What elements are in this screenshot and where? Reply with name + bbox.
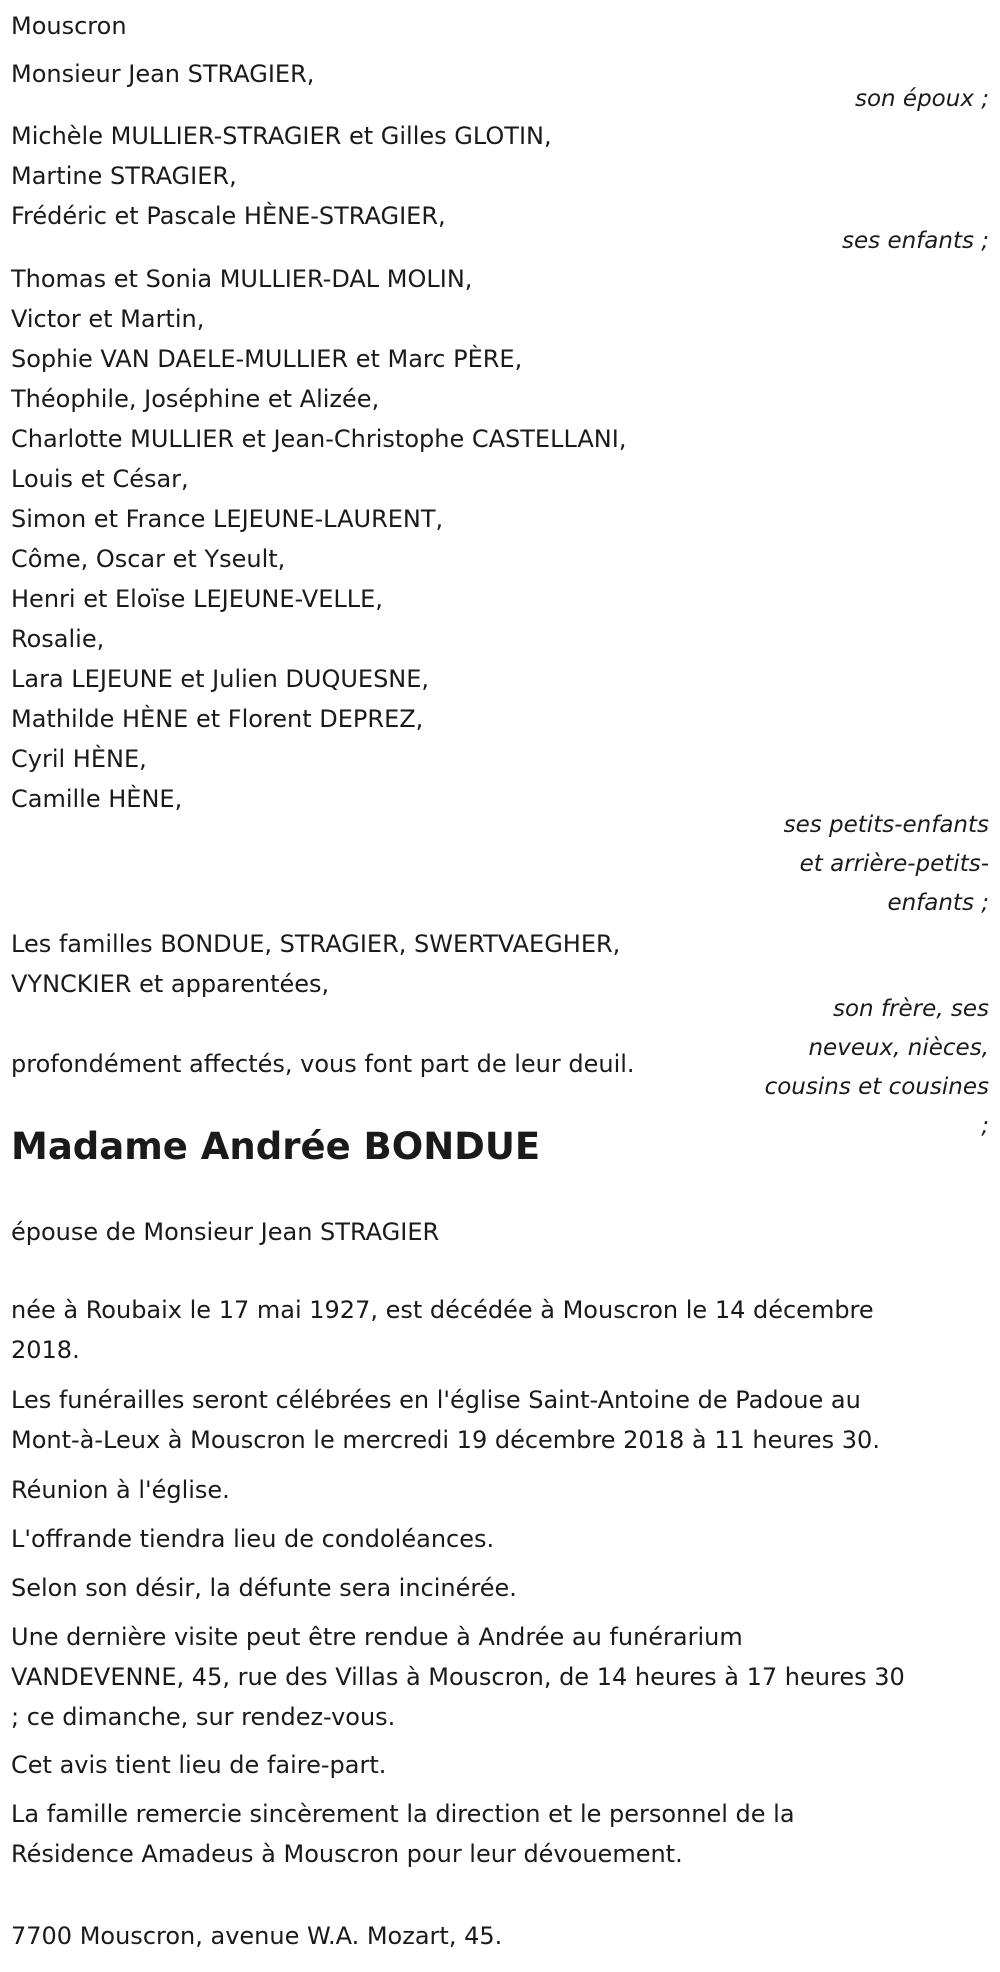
spouse-name: Monsieur Jean STRAGIER, <box>11 60 315 88</box>
paragraph-wish <box>11 1568 971 1608</box>
paragraph-line: Cet avis tient lieu de faire-part. <box>11 1751 387 1779</box>
relation-line: enfants ; <box>887 890 989 916</box>
paragraph-line: Les funérailles seront célébrées en l'église Saint-Antoine de Padoue au <box>11 1386 861 1414</box>
relation-line: son époux ; <box>854 86 989 112</box>
grandchild-name: Théophile, Joséphine et Alizée, <box>11 385 380 413</box>
grandchild-name: Victor et Martin, <box>11 305 205 333</box>
grandchild-name: Henri et Eloïse LEJEUNE-VELLE, <box>11 585 383 613</box>
grandchild-name: Charlotte MULLIER et Jean-Christophe CASTELLANI, <box>11 425 627 453</box>
relation-line: et arrière-petits- <box>799 851 989 877</box>
relation-line: cousins et cousines <box>764 1074 989 1100</box>
relation-line: ; <box>981 1113 989 1139</box>
paragraph-line: Selon son désir, la défunte sera incinérée. <box>11 1574 517 1602</box>
families-relation <box>729 990 989 1146</box>
announcement-text: profondément affectés, vous font part de leur deuil. <box>11 1050 635 1078</box>
families-line: Les familles BONDUE, STRAGIER, SWERTVAEGHER, <box>11 930 621 958</box>
paragraph-line: ; ce dimanche, sur rendez-vous. <box>11 1703 396 1731</box>
paragraph-line: Mont-à-Leux à Mouscron le mercredi 19 décembre 2018 à 11 heures 30. <box>11 1426 880 1454</box>
child-name: Michèle MULLIER-STRAGIER et Gilles GLOTIN, <box>11 122 552 150</box>
relation-line: ses enfants ; <box>842 228 989 254</box>
paragraph-line: née à Roubaix le 17 mai 1927, est décédée à Mouscron le 14 décembre <box>11 1296 874 1324</box>
paragraph-funeral <box>11 1380 971 1460</box>
child-name: Martine STRAGIER, <box>11 162 237 190</box>
paragraph-line: Réunion à l'église. <box>11 1476 230 1504</box>
paragraph-visit <box>11 1617 971 1737</box>
city-header: Mouscron <box>11 12 127 40</box>
child-name: Frédéric et Pascale HÈNE-STRAGIER, <box>11 202 446 230</box>
families-line: VYNCKIER et apparentées, <box>11 970 330 998</box>
address: 7700 Mouscron, avenue W.A. Mozart, 45. <box>11 1922 503 1950</box>
paragraph-line: 2018. <box>11 1336 80 1364</box>
spouse-relation <box>729 80 989 119</box>
grandchild-name: Mathilde HÈNE et Florent DEPREZ, <box>11 705 424 733</box>
paragraph-notice <box>11 1745 971 1785</box>
children-relation <box>729 222 989 261</box>
relation-line: ses petits-enfants <box>783 812 989 838</box>
paragraph-line: L'offrande tiendra lieu de condoléances. <box>11 1525 495 1553</box>
grandchild-name: Camille HÈNE, <box>11 785 183 813</box>
paragraph-thanks <box>11 1794 971 1874</box>
paragraph-gathering <box>11 1470 971 1510</box>
paragraph-offering <box>11 1519 971 1559</box>
grandchild-name: Cyril HÈNE, <box>11 745 147 773</box>
grandchild-name: Louis et César, <box>11 465 189 493</box>
paragraph-line: Une dernière visite peut être rendue à Andrée au funérarium <box>11 1623 743 1651</box>
grandchild-name: Sophie VAN DAELE-MULLIER et Marc PÈRE, <box>11 345 523 373</box>
paragraph-line: Résidence Amadeus à Mouscron pour leur dévouement. <box>11 1840 683 1868</box>
grandchild-name: Lara LEJEUNE et Julien DUQUESNE, <box>11 665 430 693</box>
relation-line: neveux, nièces, <box>808 1035 989 1061</box>
grandchild-name: Côme, Oscar et Yseult, <box>11 545 286 573</box>
grandchild-name: Rosalie, <box>11 625 105 653</box>
spouse-of: épouse de Monsieur Jean STRAGIER <box>11 1218 440 1246</box>
grandchild-name: Thomas et Sonia MULLIER-DAL MOLIN, <box>11 265 473 293</box>
deceased-name: Madame Andrée BONDUE <box>11 1125 541 1168</box>
relation-line: son frère, ses <box>833 996 989 1022</box>
paragraph-line: VANDEVENNE, 45, rue des Villas à Mouscron, de 14 heures à 17 heures 30 <box>11 1663 905 1691</box>
paragraph-line: La famille remercie sincèrement la direction et le personnel de la <box>11 1800 795 1828</box>
paragraph-birth-death <box>11 1290 971 1370</box>
grandchild-name: Simon et France LEJEUNE-LAURENT, <box>11 505 444 533</box>
grandchildren-relation <box>729 806 989 923</box>
